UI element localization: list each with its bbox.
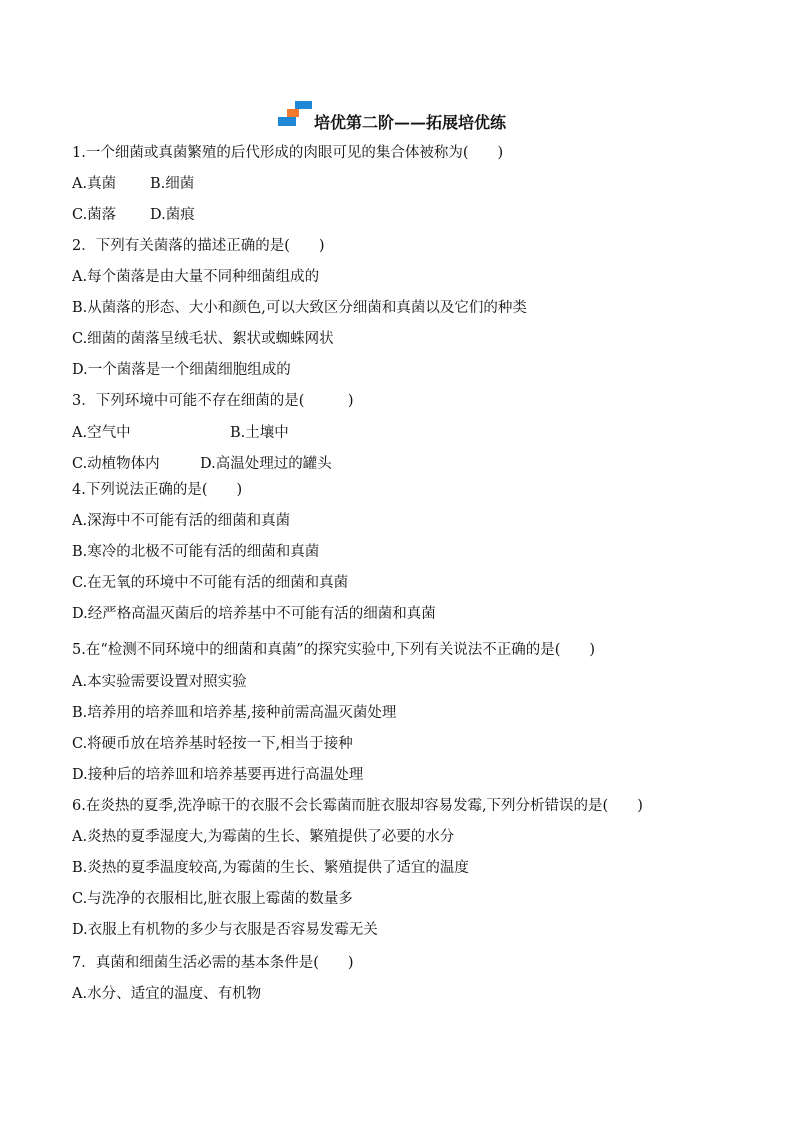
option-a: A.水分、适宜的温度、有机物 [72,986,262,1002]
option-c: C.将硬币放在培养基时轻按一下,相当于接种 [72,736,353,752]
option-a: A.真菌 [72,176,117,192]
question-1-stem: 1.一个细菌或真菌繁殖的后代形成的肉眼可见的集合体被称为( ) [72,145,504,161]
question-1-options-row-1 [72,174,194,194]
question-4-stem: 4.下列说法正确的是( ) [72,482,243,498]
option-b: B.土壤中 [230,425,289,441]
option-a: A.深海中不可能有活的细菌和真菌 [72,513,291,529]
option-c: C.与洗净的衣服相比,脏衣服上霉菌的数量多 [72,891,353,907]
option-b: B.寒冷的北极不可能有活的细菌和真菌 [72,544,320,560]
question-3-stem: 3．下列环境中可能不存在细菌的是( ) [72,393,354,409]
question-3-options-row-1 [72,423,289,443]
logo-icon [278,100,314,128]
question-1-options-row-2 [72,205,195,225]
option-b: B.炎热的夏季温度较高,为霉菌的生长、繁殖提供了适宜的温度 [72,860,469,876]
option-b: B.细菌 [150,176,195,192]
option-d: D.衣服上有机物的多少与衣服是否容易发霉无关 [72,922,378,938]
option-a: A.炎热的夏季湿度大,为霉菌的生长、繁殖提供了必要的水分 [72,829,455,845]
question-5-stem: 5.在“检测不同环境中的细菌和真菌”的探究实验中,下列有关说法不正确的是( ) [72,642,596,658]
option-d: D.经严格高温灭菌后的培养基中不可能有活的细菌和真菌 [72,606,436,622]
option-a: A.空气中 [72,425,131,441]
question-6-stem: 6.在炎热的夏季,洗净晾干的衣服不会长霉菌而脏衣服却容易发霉,下列分析错误的是( ) [72,798,643,814]
option-c: C.动植物体内 [72,456,160,472]
section-header [0,100,794,140]
option-d: D.接种后的培养皿和培养基要再进行高温处理 [72,767,364,783]
option-c: C.菌落 [72,207,117,223]
option-a: A.本实验需要设置对照实验 [72,674,247,690]
option-d: D.菌痕 [150,207,195,223]
question-2-stem: 2．下列有关菌落的描述正确的是( ) [72,238,325,254]
option-b: B.从菌落的形态、大小和颜色,可以大致区分细菌和真菌以及它们的种类 [72,300,527,316]
option-d: D.高温处理过的罐头 [200,456,332,472]
page-title: 培优第二阶——拓展培优练 [314,113,507,132]
option-c: C.细菌的菌落呈绒毛状、絮状或蜘蛛网状 [72,331,334,347]
option-a: A.每个菌落是由大量不同种细菌组成的 [72,269,320,285]
question-3-options-row-2 [72,454,332,474]
option-c: C.在无氧的环境中不可能有活的细菌和真菌 [72,575,349,591]
option-d: D.一个菌落是一个细菌细胞组成的 [72,362,291,378]
option-b: B.培养用的培养皿和培养基,接种前需高温灭菌处理 [72,705,397,721]
question-7-stem: 7．真菌和细菌生活必需的基本条件是( ) [72,955,354,971]
